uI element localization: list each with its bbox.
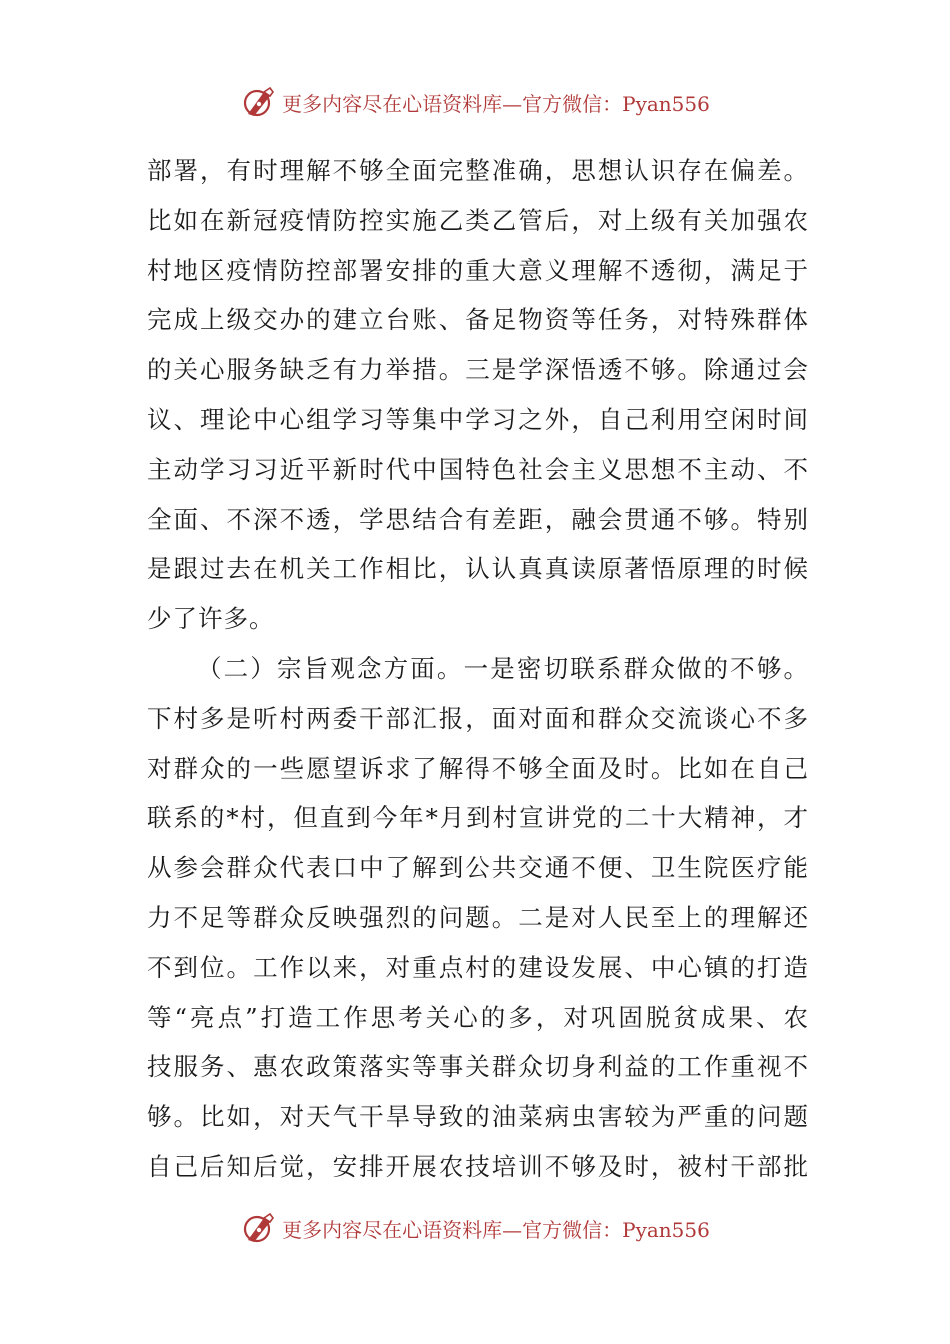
text-line: 的关心服务缺乏有力举措。三是学深悟透不够。除通过会: [147, 355, 809, 385]
text-line: 力不足等群众反映强烈的问题。二是对人民至上的理解还: [147, 902, 809, 932]
text-line: 从参会群众代表口中了解到公共交通不便、卫生院医疗能: [147, 853, 809, 883]
text-line: 村地区疫情防控部署安排的重大意义理解不透彻，满足于: [147, 255, 809, 285]
text-line: 联系的*村，但直到今年*月到村宣讲党的二十大精神，才: [147, 803, 809, 833]
text-line: 够。比如，对天气干旱导致的油菜病虫害较为严重的问题: [147, 1102, 809, 1132]
text-line: 议、理论中心组学习等集中学习之外，自己利用空闲时间: [147, 404, 809, 434]
paragraph-1: [147, 146, 809, 644]
text-line: 完成上级交办的建立台账、备足物资等任务，对特殊群体: [147, 305, 809, 335]
text-line: 对群众的一些愿望诉求了解得不够全面及时。比如在自己: [147, 753, 809, 783]
text-line: 自己后知后觉，安排开展农技培训不够及时，被村干部批: [147, 1151, 809, 1181]
text-line: 是跟过去在机关工作相比，认认真真读原著悟原理的时候: [147, 554, 809, 584]
paragraph-2: [147, 644, 809, 1192]
document-body: [147, 146, 809, 1192]
pen-nib-circle-icon: [240, 84, 276, 120]
pen-nib-circle-icon: [240, 1210, 276, 1246]
text-line: （二）宗旨观念方面。一是密切联系群众做的不够。: [197, 653, 809, 683]
banner-text: 更多内容尽在心语资料库—官方微信：Pyan556: [282, 91, 710, 116]
text-line: 不到位。工作以来，对重点村的建设发展、中心镇的打造: [147, 952, 809, 982]
text-line: 等“亮点”打造工作思考关心的多，对巩固脱贫成果、农: [147, 1002, 809, 1032]
text-line: 全面、不深不透，学思结合有差距，融会贯通不够。特别: [147, 504, 809, 534]
text-line: 下村多是听村两委干部汇报，面对面和群众交流谈心不多: [147, 703, 809, 733]
header-banner: [0, 80, 950, 124]
text-line: 少了许多。: [147, 604, 275, 634]
text-line: 主动学习习近平新时代中国特色社会主义思想不主动、不: [147, 454, 809, 484]
text-line: 部署，有时理解不够全面完整准确，思想认识存在偏差。: [147, 156, 809, 185]
footer-banner: [0, 1206, 950, 1250]
text-line: 比如在新冠疫情防控实施乙类乙管后，对上级有关加强农: [147, 205, 809, 235]
text-line: 技服务、惠农政策落实等事关群众切身利益的工作重视不: [147, 1052, 809, 1082]
banner-text: 更多内容尽在心语资料库—官方微信：Pyan556: [282, 1217, 710, 1242]
